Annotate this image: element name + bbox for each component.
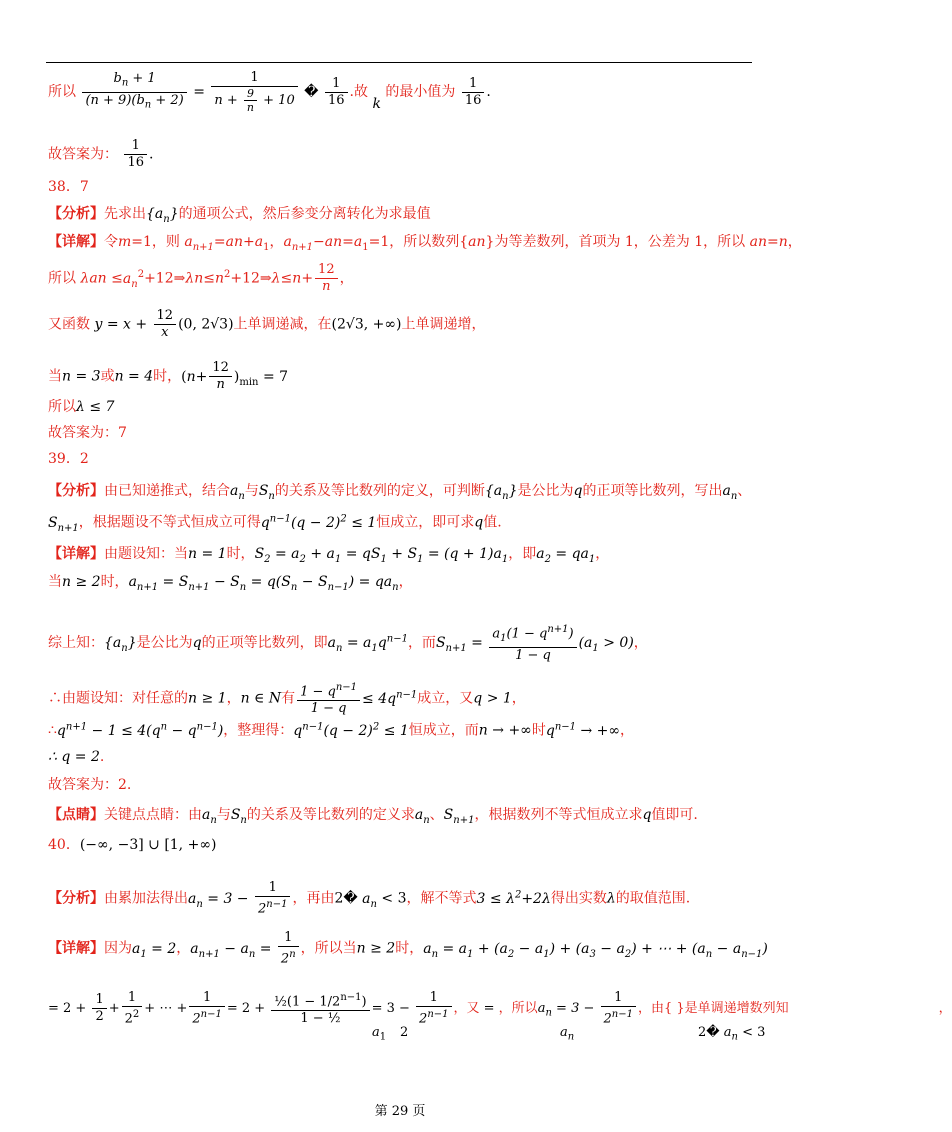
q40-line2: = 2 + $\frac{1}{2}$ + $\frac{1}{2^2}$ + ⋯ + $\frac{1}{2^{n-1}}$ = 2 + $\frac{\frac{1}{2}(1 - 1/2^{n-1})}{\text{1 − ½}}$ = 3 − $\frac{1}{2^{n-1}}$ ，又 = ，所以$a_n = 3$ − $\frac{1}{2^{n-1}}$ ，由{ }是单调递增数列知 ， xyxy=(48,990,952,1027)
q37-text2: 的最小值为 xyxy=(385,84,456,100)
q38-line2: 所以 $\lambda an \le a_n^2+12\Rightarrow\lambda n\le n^2+12\Rightarrow\lambda\le n+$ $\frac{12}{n}$ ， xyxy=(48,262,354,294)
header-rule xyxy=(46,62,752,63)
q38-line4: 当n = 3或n = 4时，(n+ $\frac{12}{n}$ )$_{min} = 7$ xyxy=(48,360,289,392)
q40-sub-a1: $a_1$ xyxy=(372,1025,387,1043)
page-footer: 第 29 页 xyxy=(374,1104,426,1119)
q39-line6: ∴ q = 2. xyxy=(48,749,105,765)
q39-analysis-2: $S_{n+1}$，根据题设不等式恒成立可得$q^{n-1}(q - 2)^2 \le 1$恒成立，即可求q值. xyxy=(48,513,502,534)
q38-line5: 所以λ ≤ 7 xyxy=(48,399,115,415)
q39-answer: 故答案为：2. xyxy=(48,777,132,793)
q37-glyph: � xyxy=(304,84,319,100)
q37-answer-frac: $\frac{1}{16}$ xyxy=(124,138,147,171)
q39-number: 39．2 xyxy=(48,451,89,467)
q37-text: .故 xyxy=(349,84,368,100)
q37-prefix: 所以 xyxy=(48,84,76,100)
q39-analysis: 【分析】由已知递推式，结合$a_n$与$S_n$的关系及等比数列的定义，可判断$\{a_n\}$是公比为q的正项等比数列，写出$a_n$、 xyxy=(48,483,752,502)
q38-detail: 【详解】令m=1，则 $a_{n+1}=an+a_1$，$a_{n+1}-an=a_1=1$，所以数列{an}为等差数列，首项为 1，公差为 1，所以 an=n， xyxy=(48,234,802,253)
q39-comment: 【点睛】关键点点睛：由$a_n$与$S_n$的关系及等比数列的定义求$a_n$、$S_{n+1}$，根据数列不等式恒成立求q值即可. xyxy=(48,807,698,826)
q37-frac-min: $\frac{1}{16}$ xyxy=(462,76,485,109)
q37-frac-left: $\frac{b_n + 1}{(n + 9)(b_n + 2)}$ xyxy=(82,71,186,113)
q38-number: 38．7 xyxy=(48,179,89,195)
q39-line4: ∴由题设知：对任意的n ≥ 1，n ∈ N有 $\frac{1 - q^{n-1}}{1 - q}$ ≤ $4q^{n-1}$成立，又q > 1， xyxy=(48,682,526,717)
q39-line2: 当n ≥ 2时，$a_{n+1} = S_{n+1} - S_n = q(S_n - S_{n-1}) = qa_n$， xyxy=(48,574,413,593)
q37-eq: = xyxy=(193,84,205,100)
q39-line5: $\therefore q^{n+1} - 1 \le 4(q^n - q^{n-1})$，整理得：$q^{n-1}(q - 2)^2 \le 1$恒成立，而n → +∞时$q^{n-1}$ → +∞， xyxy=(48,721,635,739)
q39-line3: 综上知：$\{a_n\}$是公比为q的正项等比数列，即$a_n = a_1q^{n-1}$，而$S_{n+1}$ = $\frac{a_1(1 - q^{n+1})}{1 - q}$ $(a_1 > 0)$， xyxy=(48,624,648,663)
q38-answer: 故答案为：7 xyxy=(48,425,127,441)
q39-detail: 【详解】由题设知：当n = 1时，$S_2 = a_2 + a_1 = qS_1 + S_1 = (q + 1)a_1$，即$a_2 = qa_1$， xyxy=(48,546,610,565)
q40-sub-2: 2 xyxy=(400,1025,409,1040)
q40-sub-ineq: 2� $a_n < 3$ xyxy=(698,1025,766,1043)
q40-sub-an: $a_n$ xyxy=(560,1025,575,1043)
q40-number: 40．(−∞, −3] ∪ [1, +∞) xyxy=(48,837,217,853)
q37-frac-right: $\frac{1}{16}$ xyxy=(325,76,348,109)
q40-detail: 【详解】因为$a_1 = 2$，$a_{n+1} - a_n$ = $\frac{1}{2^n}$ ，所以当n ≥ 2时，$a_n = a_1 + (a_2 - a_1) + (a_3 - a_2)$ + ⋯ + $(a_n - a_{n-1})$ xyxy=(48,930,768,967)
q37-frac-mid: 1 n + $\frac{9}{n}$ + 10 xyxy=(211,70,297,114)
q38-line3: 又函数 y = x + $\frac{12}{x}$ (0, 2√3)上单调递减，在(2√3, +∞)上单调递增， xyxy=(48,308,486,340)
q37-answer: 故答案为： $\frac{1}{16}$ . xyxy=(48,138,154,170)
q38-analysis: 【分析】先求出$\{a_n\}$的通项公式，然后参变分离转化为求最值 xyxy=(48,206,431,225)
q37-answer-label: 故答案为： xyxy=(48,146,118,163)
q37-k: k xyxy=(372,96,381,112)
q40-analysis: 【分析】由累加法得出$a_n = 3$ − $\frac{1}{2^{n-1}}$ ，再由2� $a_n < 3$，解不等式$3 \le \lambda^2+2\lambda$得出实数λ的取值范围. xyxy=(48,880,691,917)
q37-line1: 所以 $\frac{b_n + 1}{(n + 9)(b_n + 2)}$ = 1 n + $\frac{9}{n}$ + 10 � $\frac{1}{16}$ .故 k 的最小值为 $\frac{1}{16}$ . xyxy=(48,70,491,114)
